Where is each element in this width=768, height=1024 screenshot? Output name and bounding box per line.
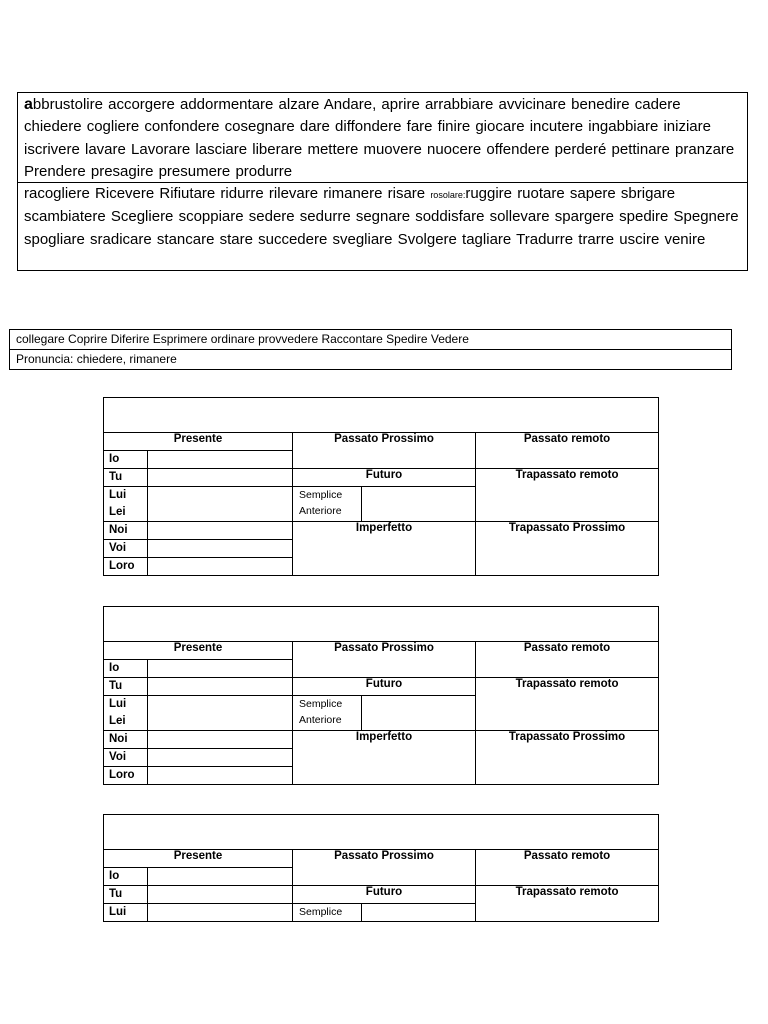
pronoun-tu: Tu bbox=[104, 678, 148, 696]
header-presente: Presente bbox=[104, 433, 293, 451]
pronoun-io: Io bbox=[104, 451, 148, 469]
header-futuro: Futuro bbox=[293, 886, 476, 904]
verb-list-row-2-tiny: rosolare: bbox=[430, 190, 466, 200]
answer-cell bbox=[148, 904, 293, 922]
header-trapassato-remoto: Trapassato remoto bbox=[476, 469, 659, 522]
verb-list-row-1 bbox=[18, 93, 747, 182]
answer-cell bbox=[148, 487, 293, 522]
verb-list-row-2 bbox=[18, 182, 747, 270]
verb-list-first-letter: a bbox=[24, 96, 33, 113]
header-passato-prossimo: Passato Prossimo bbox=[293, 850, 476, 886]
futuro-labels bbox=[293, 487, 362, 522]
header-passato-remoto: Passato remoto bbox=[476, 433, 659, 469]
futuro-labels bbox=[293, 696, 362, 731]
label-semplice: Semplice bbox=[299, 489, 343, 501]
header-passato-remoto: Passato remoto bbox=[476, 850, 659, 886]
answer-cell bbox=[148, 696, 293, 731]
header-passato-prossimo: Passato Prossimo bbox=[293, 642, 476, 678]
header-futuro: Futuro bbox=[293, 469, 476, 487]
header-trapassato-prossimo: Trapassato Prossimo bbox=[476, 522, 659, 576]
pronoun-voi: Voi bbox=[104, 749, 148, 767]
label-semplice: Semplice bbox=[293, 904, 362, 922]
pronoun-io: Io bbox=[104, 868, 148, 886]
verb-list-row-2-before: racogliere Ricevere Rifiutare ridurre rilevare rimanere risare bbox=[24, 185, 431, 202]
pronoun-lei: Lei bbox=[109, 506, 126, 518]
pronoun-loro: Loro bbox=[104, 558, 148, 576]
pronoun-lei: Lei bbox=[109, 715, 126, 727]
header-presente: Presente bbox=[104, 850, 293, 868]
answer-cell bbox=[148, 558, 293, 576]
verb-list-box bbox=[17, 92, 748, 271]
pronoun-loro: Loro bbox=[104, 767, 148, 785]
header-trapassato-remoto: Trapassato remoto bbox=[476, 678, 659, 731]
answer-cell bbox=[148, 749, 293, 767]
pronoun-lui-lei bbox=[104, 487, 148, 522]
header-passato-prossimo: Passato Prossimo bbox=[293, 433, 476, 469]
pronoun-tu: Tu bbox=[104, 886, 148, 904]
header-trapassato-prossimo: Trapassato Prossimo bbox=[476, 731, 659, 785]
conjugation-table-1 bbox=[103, 397, 659, 576]
pronoun-lui: Lui bbox=[104, 904, 148, 922]
header-imperfetto: Imperfetto bbox=[293, 731, 476, 785]
verb-title-cell bbox=[104, 815, 659, 850]
answer-cell bbox=[148, 868, 293, 886]
answer-cell bbox=[148, 469, 293, 487]
futuro-answer-cell bbox=[362, 487, 476, 522]
answer-cell bbox=[148, 522, 293, 540]
header-presente: Presente bbox=[104, 642, 293, 660]
pronoun-lui: Lui bbox=[109, 489, 127, 501]
label-anteriore: Anteriore bbox=[299, 714, 342, 726]
pronoun-lui: Lui bbox=[109, 698, 127, 710]
verb-list-row-1-text: bbrustolire accorgere addormentare alzare Andare, aprire arrabbiare avvicinare benedire cadere chiedere cogliere confondere cosegnare dare diffondere fare finire giocare incutere ingabbiare iniziare iscrivere lavare Lavorare lasciare liberare mettere muovere nuocere offendere perderé pettinare pranzare Prendere presagire presumere produrre bbox=[24, 96, 735, 180]
pronunciation-row: Pronuncia: chiedere, rimanere bbox=[10, 349, 731, 369]
pronoun-noi: Noi bbox=[104, 731, 148, 749]
answer-cell bbox=[148, 886, 293, 904]
pronoun-io: Io bbox=[104, 660, 148, 678]
futuro-answer-cell bbox=[362, 904, 476, 922]
answer-cell bbox=[148, 451, 293, 469]
label-anteriore: Anteriore bbox=[299, 505, 342, 517]
conjugation-table-2 bbox=[103, 606, 659, 785]
conjugation-table-3 bbox=[103, 814, 659, 922]
header-futuro: Futuro bbox=[293, 678, 476, 696]
header-trapassato-remoto: Trapassato remoto bbox=[476, 886, 659, 922]
answer-cell bbox=[148, 678, 293, 696]
header-imperfetto: Imperfetto bbox=[293, 522, 476, 576]
answer-cell bbox=[148, 731, 293, 749]
label-semplice: Semplice bbox=[299, 698, 343, 710]
pronoun-voi: Voi bbox=[104, 540, 148, 558]
answer-cell bbox=[148, 540, 293, 558]
extra-verbs-box bbox=[9, 329, 732, 370]
verb-title-cell bbox=[104, 398, 659, 433]
futuro-answer-cell bbox=[362, 696, 476, 731]
extra-verbs-row: collegare Coprire Diferire Esprimere ordinare provvedere Raccontare Spedire Vedere bbox=[16, 332, 469, 346]
answer-cell bbox=[148, 767, 293, 785]
header-passato-remoto: Passato remoto bbox=[476, 642, 659, 678]
pronoun-tu: Tu bbox=[104, 469, 148, 487]
verb-list-row-2-after: ruggire ruotare sapere sbrigare scambiatere Scegliere scoppiare sedere sedurre segnare soddisfare sollevare spargere spedire Spegnere spogliare sradicare stancare stare succedere svegliare Svolgere tagliare Tradurre trarre uscire venire bbox=[24, 185, 739, 248]
pronoun-lui-lei bbox=[104, 696, 148, 731]
pronoun-noi: Noi bbox=[104, 522, 148, 540]
verb-title-cell bbox=[104, 607, 659, 642]
answer-cell bbox=[148, 660, 293, 678]
